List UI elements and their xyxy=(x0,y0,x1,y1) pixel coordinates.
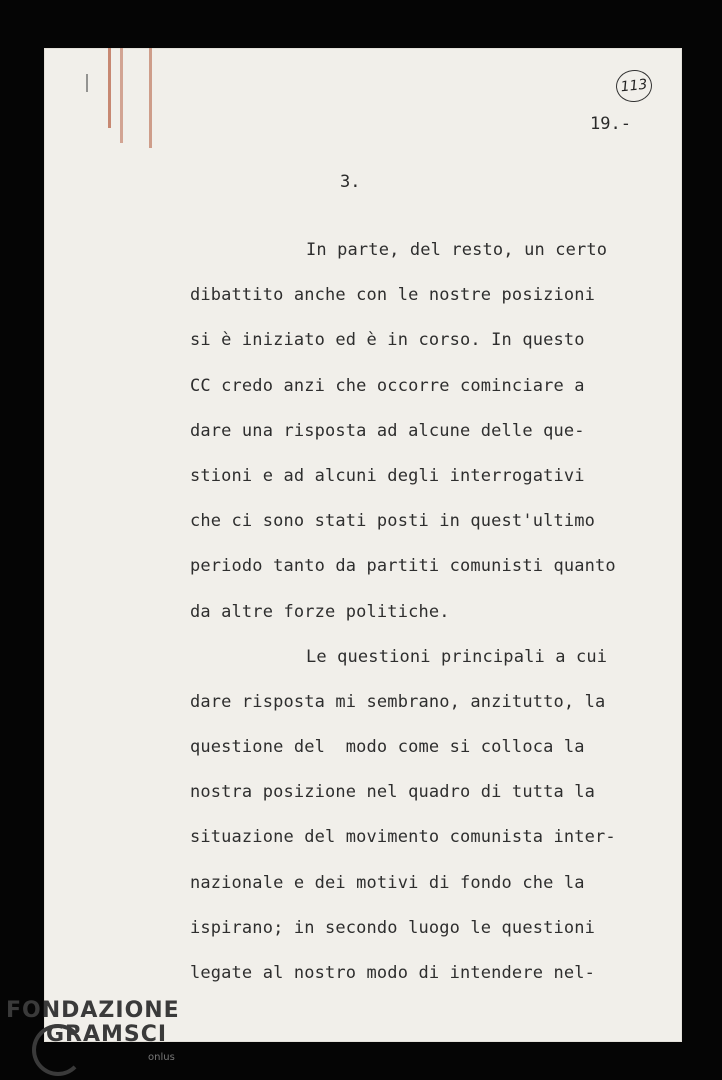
text-line: nazionale e dei motivi di fondo che la xyxy=(190,872,585,893)
tape-mark xyxy=(120,48,123,143)
text-line: stioni e ad alcuni degli interrogativi xyxy=(190,465,585,486)
text-line: da altre forze politiche. xyxy=(190,601,450,622)
pencil-mark xyxy=(86,74,88,92)
tape-mark xyxy=(108,48,111,128)
watermark-logo xyxy=(6,998,180,1063)
text-line: In parte, del resto, un certo xyxy=(306,240,608,260)
document-page xyxy=(44,48,682,1042)
text-line: si è iniziato ed è in corso. In questo xyxy=(190,330,585,351)
text-line: CC credo anzi che occorre cominciare a xyxy=(190,375,585,396)
text-line: ispirano; in secondo luogo le questioni xyxy=(190,917,596,938)
logo-g-icon xyxy=(32,1024,84,1076)
text-line: dare una risposta ad alcune delle que- xyxy=(190,420,585,441)
text-line: periodo tanto da partiti comunisti quanto xyxy=(190,556,616,577)
watermark-line2: GRAMSCI xyxy=(46,1022,168,1047)
text-line: nostra posizione nel quadro di tutta la xyxy=(190,782,596,803)
text-line: questione del modo come si colloca la xyxy=(190,737,585,758)
text-line: dibattito anche con le nostre posizioni xyxy=(190,285,596,306)
text-line: Le questioni principali a cui xyxy=(306,646,608,667)
text-line: dare risposta mi sembrano, anzitutto, la xyxy=(190,691,606,712)
text-line: legate al nostro modo di intendere nel- xyxy=(190,963,596,983)
page-number: 19.- xyxy=(590,114,631,134)
typed-text xyxy=(190,228,680,996)
watermark-line1: FONDAZIONE xyxy=(6,998,180,1023)
section-number: 3. xyxy=(340,172,361,192)
archive-stamp: 113 xyxy=(614,68,653,104)
tape-mark xyxy=(149,48,152,148)
text-line: che ci sono stati posti in quest'ultimo xyxy=(190,511,596,532)
text-line: situazione del movimento comunista inter- xyxy=(190,827,616,848)
watermark-suffix: onlus xyxy=(148,1052,175,1063)
